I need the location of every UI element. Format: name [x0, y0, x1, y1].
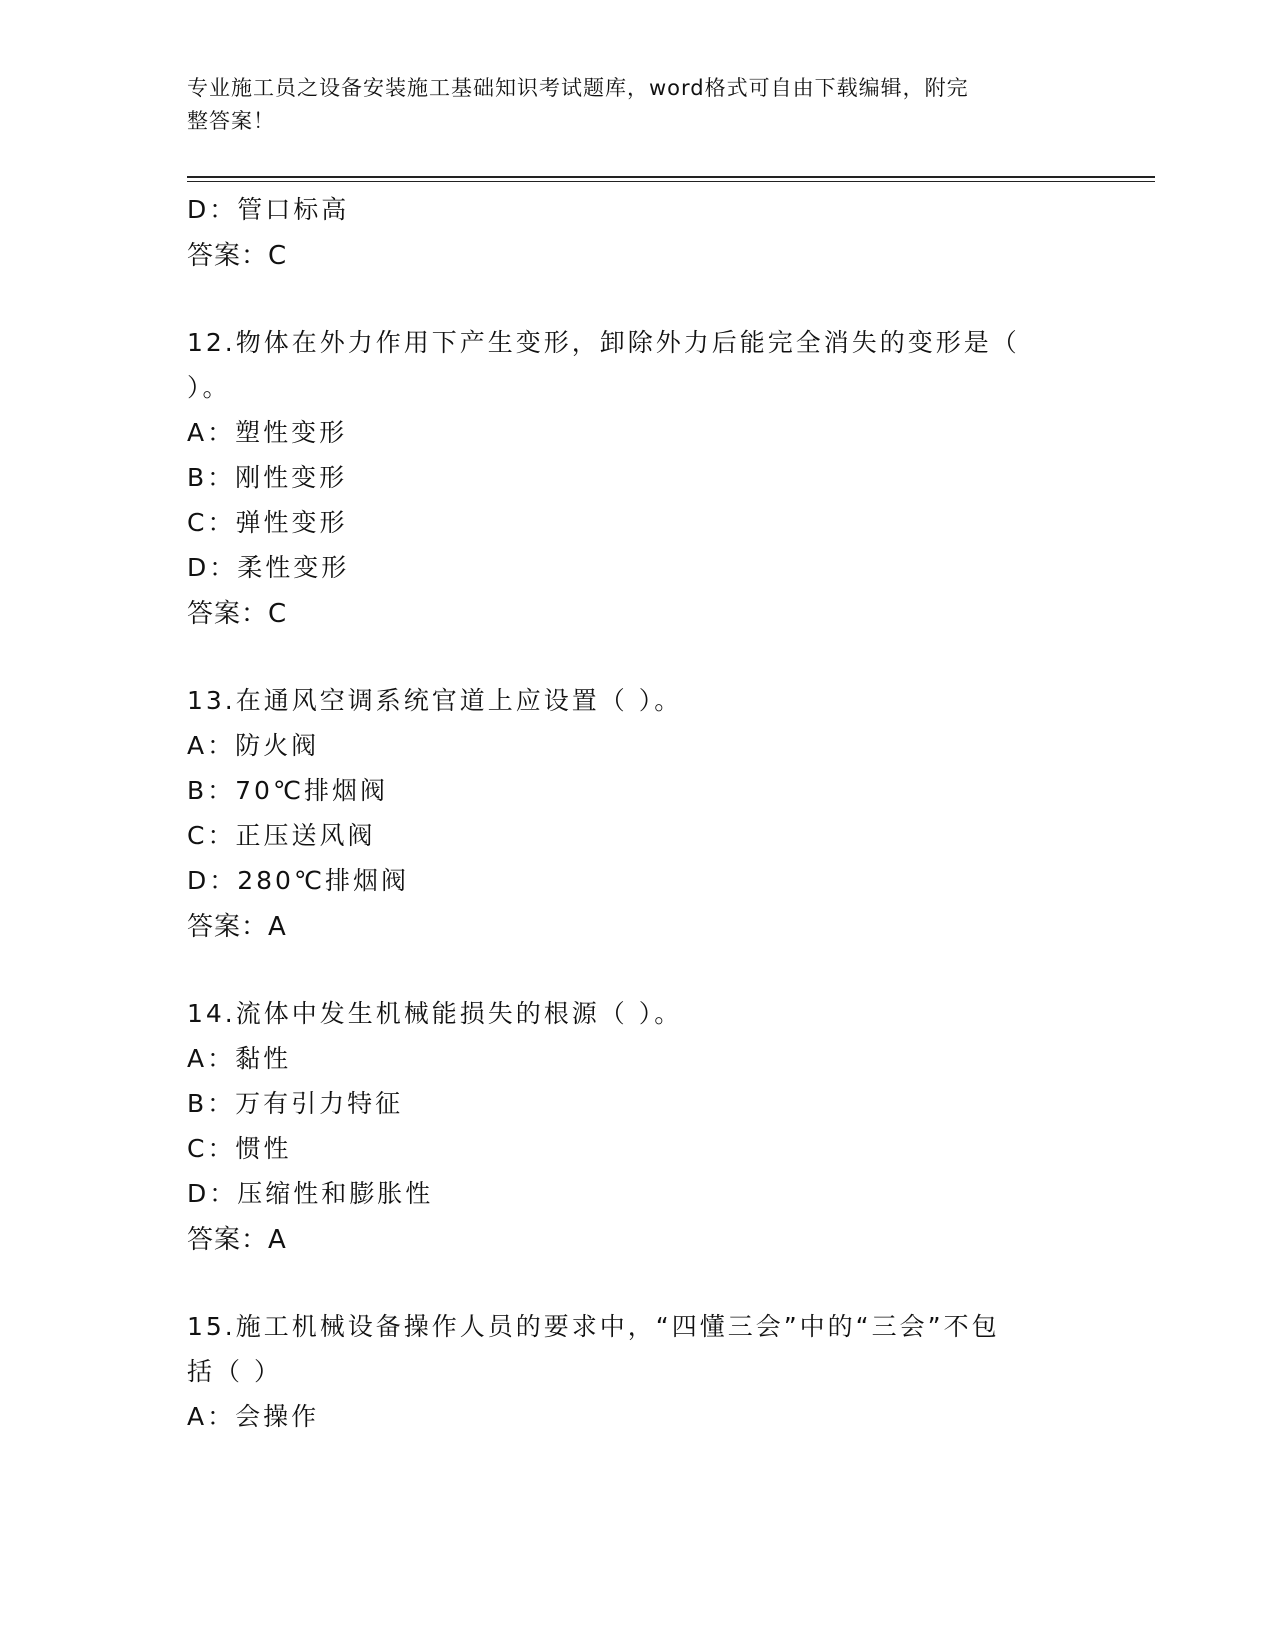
- option-d: D：柔性变形: [187, 553, 350, 582]
- option-b: B：70℃排烟阀: [187, 776, 389, 805]
- question-stem-continued: ）。: [187, 373, 231, 402]
- option-a: A：塑性变形: [187, 418, 348, 447]
- option-c: C：惯性: [187, 1134, 292, 1163]
- question-stem: 12.物体在外力作用下产生变形，卸除外力后能完全消失的变形是（: [187, 328, 1020, 357]
- header-title-line-2: 整答案！: [187, 109, 275, 133]
- header-divider-thin: [187, 181, 1155, 182]
- question-stem-continued: 括（ ）: [187, 1357, 282, 1386]
- question-15: [187, 1304, 1087, 1439]
- question-stem: 15.施工机械设备操作人员的要求中，“四懂三会”中的“三会”不包: [187, 1312, 1000, 1341]
- answer-line: 答案：A: [187, 912, 287, 942]
- option-c: C：弹性变形: [187, 508, 348, 537]
- answer-line: 答案：C: [187, 241, 288, 271]
- question-13: [187, 678, 1087, 951]
- header-title-line-1: 专业施工员之设备安装施工基础知识考试题库，word格式可自由下载编辑，附完: [187, 76, 969, 100]
- question-stem: 14.流体中发生机械能损失的根源（ ）。: [187, 999, 683, 1028]
- option-a: A：会操作: [187, 1402, 320, 1431]
- answer-line: 答案：A: [187, 1225, 287, 1255]
- option-a: A：防火阀: [187, 731, 320, 760]
- spacer: [187, 638, 1087, 678]
- question-12: [187, 320, 1087, 638]
- spacer: [187, 1264, 1087, 1304]
- option-d: D：管口标高: [187, 195, 350, 224]
- option-d: D：压缩性和膨胀性: [187, 1179, 434, 1208]
- question-list: [187, 187, 1087, 1439]
- answer-line: 答案：C: [187, 599, 288, 629]
- spacer: [187, 280, 1087, 320]
- question-14: [187, 991, 1087, 1264]
- document-header: [187, 72, 1067, 138]
- option-a: A：黏性: [187, 1044, 292, 1073]
- option-b: B：万有引力特征: [187, 1089, 404, 1118]
- option-d: D：280℃排烟阀: [187, 866, 410, 895]
- question-11-tail: [187, 187, 1087, 280]
- option-b: B：刚性变形: [187, 463, 348, 492]
- option-c: C：正压送风阀: [187, 821, 376, 850]
- header-divider-thick: [187, 176, 1155, 178]
- question-stem: 13.在通风空调系统官道上应设置（ ）。: [187, 686, 683, 715]
- spacer: [187, 951, 1087, 991]
